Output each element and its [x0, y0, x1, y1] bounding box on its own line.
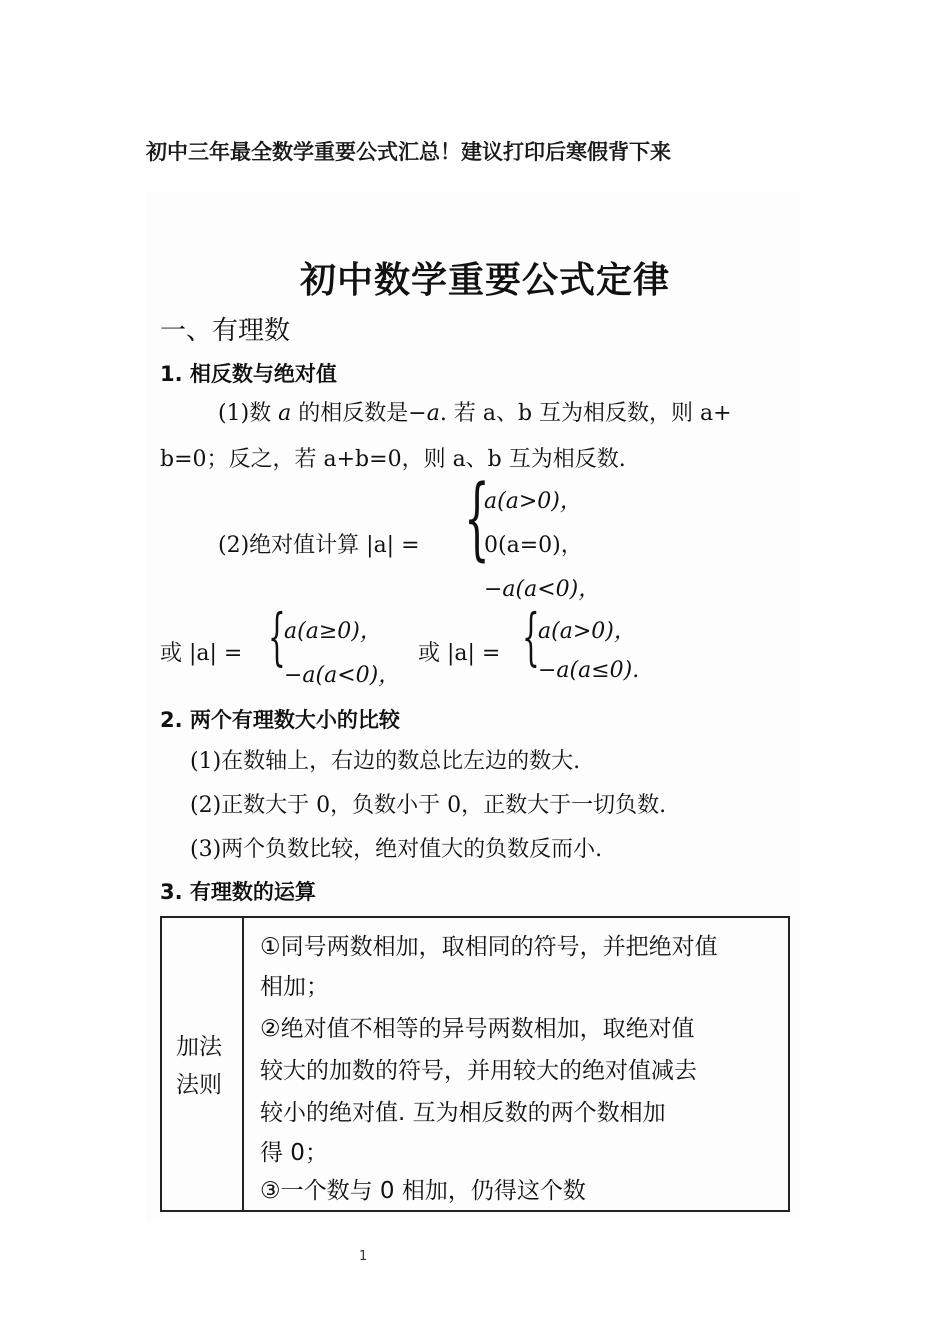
abs-case-positive: a(a>0)，	[484, 489, 582, 514]
abs-value-label: (2)绝对值计算 |a| =	[218, 533, 420, 558]
alt-form1-case1: a(a≥0)，	[284, 619, 382, 644]
para1-text-c: . 若 a、b 互为相反数，则 a+	[439, 401, 732, 426]
compare-rule-1: (1)在数轴上，右边的数总比左边的数大.	[190, 749, 581, 774]
alt-form1-label: 或 |a| =	[160, 641, 243, 666]
subsection-operations: 3. 有理数的运算	[160, 880, 316, 904]
rule-label-cell	[162, 918, 244, 1210]
alt-form2-label: 或 |a| =	[418, 641, 501, 666]
abs-case-zero: 0(a=0)，	[484, 533, 583, 558]
paragraph-opposite-line1	[218, 396, 732, 427]
page-number: 1	[359, 1249, 368, 1264]
rule-label: 加法法则	[176, 1034, 222, 1098]
rule-line: 相加；	[260, 974, 329, 1000]
rule-line: 较小的绝对值. 互为相反数的两个数相加	[260, 1100, 666, 1126]
rule-line: ③一个数与 0 相加，仍得这个数	[260, 1178, 586, 1204]
document-title: 初中三年最全数学重要公式汇总！建议打印后寒假背下来	[146, 140, 671, 164]
para1-text-a: (1)数	[218, 401, 279, 426]
alt-form1-case2: −a(a<0)，	[284, 663, 401, 688]
addition-rule-table	[160, 916, 790, 1212]
para1-var-a: a	[278, 401, 292, 426]
section-rational-numbers: 一、有理数	[160, 316, 291, 346]
brace-icon: {	[522, 600, 540, 673]
subsection-opposite-absolute: 1. 相反数与绝对值	[160, 362, 337, 386]
alt-form2-case2: −a(a≤0).	[538, 658, 640, 683]
subsection-compare: 2. 两个有理数大小的比较	[160, 708, 400, 732]
compare-rule-2: (2)正数大于 0，负数小于 0，正数大于一切负数.	[190, 793, 667, 818]
rule-line: ①同号两数相加，取相同的符号，并把绝对值	[260, 934, 718, 960]
rule-line: 较大的加数的符号，并用较大的绝对值减去	[260, 1058, 697, 1084]
brace-icon: {	[464, 466, 490, 571]
para1-var-a2: a	[426, 401, 440, 426]
paragraph-opposite-line2: b=0；反之，若 a+b=0，则 a、b 互为相反数.	[160, 447, 626, 472]
scanned-formula-page	[146, 192, 800, 1222]
compare-rule-3: (3)两个负数比较，绝对值大的负数反而小.	[190, 837, 603, 862]
rule-line: ②绝对值不相等的异号两数相加，取绝对值	[260, 1016, 695, 1042]
page-heading: 初中数学重要公式定律	[300, 260, 671, 301]
abs-case-negative: −a(a<0)，	[484, 577, 601, 602]
rule-line: 得 0；	[260, 1140, 328, 1166]
alt-form2-case1: a(a>0)，	[538, 619, 636, 644]
brace-icon: {	[268, 600, 286, 673]
para1-text-b: 的相反数是−	[291, 401, 427, 426]
